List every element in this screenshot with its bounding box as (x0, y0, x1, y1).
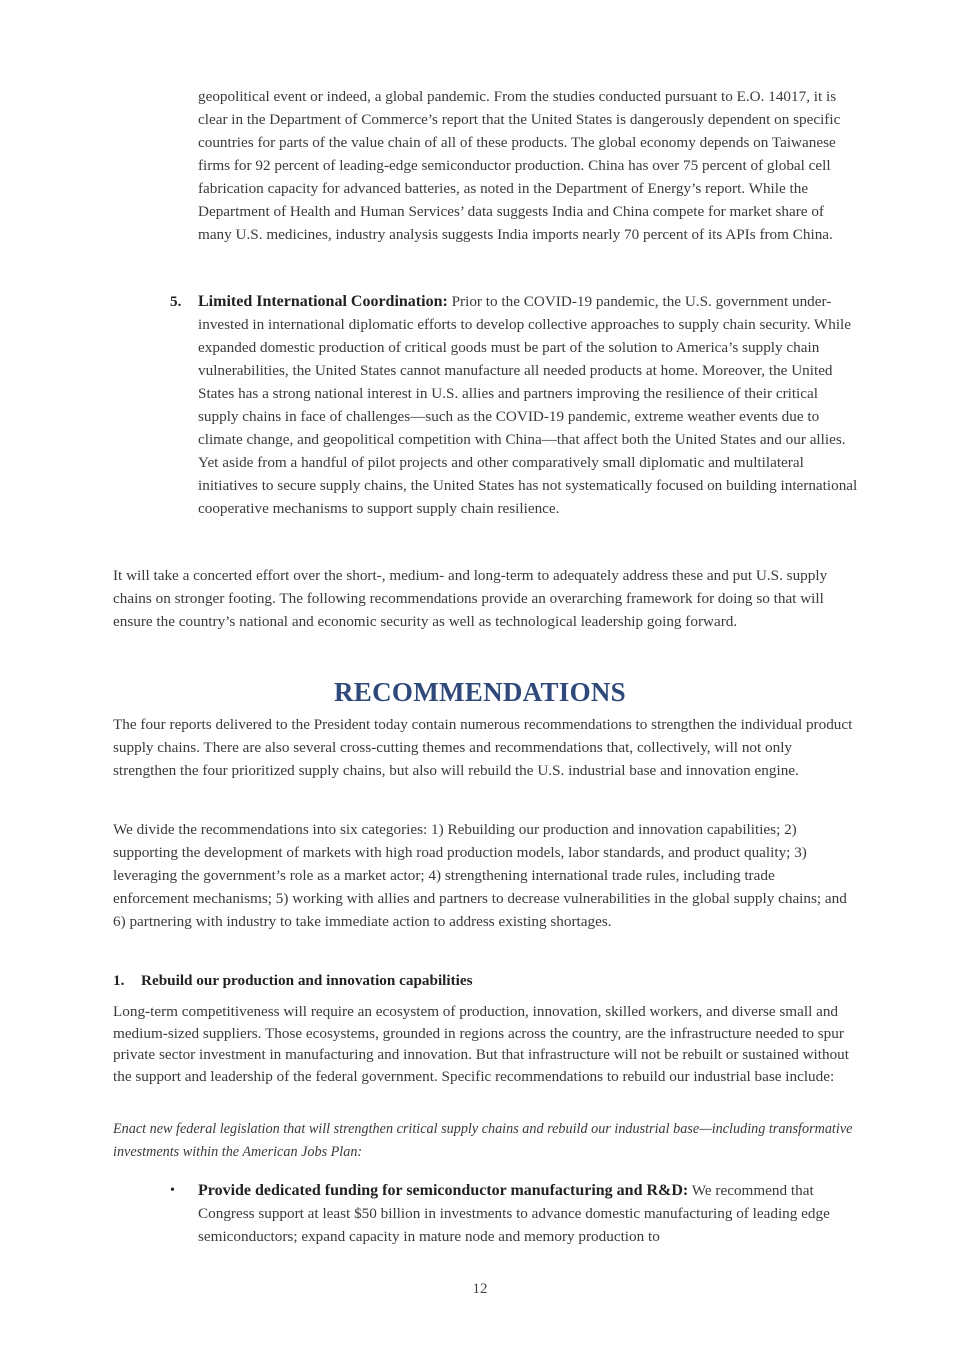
competitiveness-paragraph: Long-term competitiveness will require an ecosystem of production, innovation, skilled workers, and diverse small and medium-sized suppliers. Those ecosystems, grounded in regions across the country, are the infrastructure needed to spur private sector investment in manufacturing and innovation. But that infrastructure will not be rebuilt or sustained without the support and leadership of the federal government. Specific recommendations to rebuild our industrial base include: (113, 1003, 850, 1085)
bullet-1-text: We recommend that Congress support at least $50 billion in investments to advance domestic manufacturing of leading edge semiconductors; expand capacity in mature node and memory production to (198, 1182, 830, 1245)
item-5-number: 5. (170, 293, 182, 310)
bullet-icon: • (170, 1183, 175, 1198)
reports-paragraph: The four reports delivered to the President today contain numerous recommendations to strengthen the individual product supply chains. There are also several cross-cutting themes and recommendations that, collectively, will not only strengthen the four prioritized supply chains, but also will rebuild the U.S. industrial base and innovation engine. (113, 716, 853, 779)
semiconductor-bullet (198, 1179, 858, 1248)
page-number: 12 (472, 1281, 488, 1297)
continuation-paragraph: geopolitical event or indeed, a global pandemic. From the studies conducted pursuant to E.O. 14017, it is clear in the Department of Commerce’s report that the United States is dangerously dependent on specific countries for parts of the value chain of all of these products. The global economy depends on Taiwanese firms for 92 percent of leading-edge semiconductor production. China has over 75 percent of global cell fabrication capacity for advanced batteries, as noted in the Department of Energy’s report. While the Department of Health and Human Services’ data suggests India and China compete for market share of many U.S. medicines, industry analysis suggests India imports nearly 70 percent of its APIs from China. (198, 88, 841, 243)
categories-paragraph: We divide the recommendations into six categories: 1) Rebuilding our production and innovation capabilities; 2) supporting the development of markets with high road production models, labor standards, and product quality; 3) leveraging the government’s role as a market actor; 4) strengthening international trade rules, including trade enforcement mechanisms; 5) working with allies and partners to decrease vulnerabilities in the global supply chains; and 6) partnering with industry to take immediate action to address existing shortages. (113, 821, 847, 930)
item-5-paragraph (198, 290, 858, 520)
section-1-heading (113, 969, 473, 992)
legislation-italic-line: Enact new federal legislation that will strengthen critical supply chains and rebuild our industrial base—including transformative investments within the American Jobs Plan: (113, 1121, 853, 1160)
section-1-title: Rebuild our production and innovation capabilities (141, 972, 473, 989)
bullet-1-title: Provide dedicated funding for semiconductor manufacturing and R&D: (198, 1182, 689, 1199)
section-1-number: 1. (113, 972, 125, 989)
intro-paragraph: It will take a concerted effort over the short-, medium- and long-term to adequately address these and put U.S. supply chains on stronger footing. The following recommendations provide an overarching framework for doing so that will ensure the country’s national and economic security as well as technological leadership going forward. (113, 567, 828, 630)
item-5-title: Limited International Coordination: (198, 293, 448, 310)
recommendations-heading: RECOMMENDATIONS (333, 677, 626, 707)
item-5-text: Prior to the COVID-19 pandemic, the U.S. government under-invested in international diplomatic efforts to develop collective approaches to supply chain security. While expanded domestic production of critical goods must be part of the solution to America’s supply chain vulnerabilities, the United States cannot manufacture all needed products at home. Moreover, the United States has a strong national interest in U.S. allies and partners improving the resilience of their critical supply chains in face of challenges—such as the COVID-19 pandemic, extreme weather events due to climate change, and geopolitical competition with China—that affect both the United States and our allies. Yet aside from a handful of pilot projects and other comparatively small diplomatic and multilateral initiatives to secure supply chains, the United States has not systematically focused on building international cooperative mechanisms to support supply chain resilience. (198, 293, 858, 517)
